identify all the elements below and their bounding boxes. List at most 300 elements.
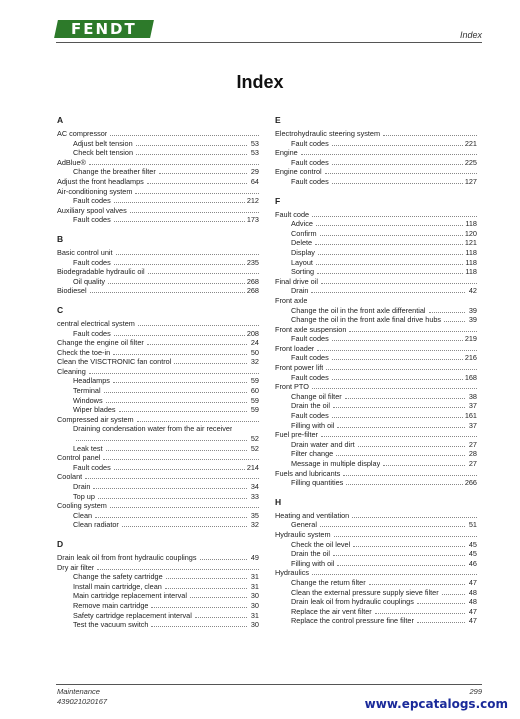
index-entry-text: Change the return filter [291, 577, 366, 587]
index-entry-text: Air-conditioning system [57, 186, 133, 196]
index-entry-text: Main cartridge replacement interval [73, 591, 187, 601]
index-page-number: 32 [250, 357, 259, 367]
index-entry-text: Electrohydraulic steering system [275, 129, 381, 138]
leader-dots [76, 440, 247, 441]
index-entry-text: Fault codes [73, 328, 111, 338]
leader-dots [114, 335, 245, 336]
index-entry-text: Filter change [291, 449, 334, 459]
index-subentry[interactable] [57, 520, 259, 530]
index-entry-text: Delete [291, 238, 313, 248]
leader-dots [417, 622, 465, 623]
index-page-number: 31 [250, 610, 259, 620]
index-page-number: 24 [250, 338, 259, 348]
index-entry-text: Windows [73, 395, 103, 405]
index-page-number: 27 [468, 459, 477, 468]
index-entry-text: Fault code [275, 209, 310, 219]
header-divider [56, 42, 482, 43]
index-entry-text: Advice [291, 219, 313, 229]
index-page-number: 268 [246, 286, 259, 296]
index-page-number: 29 [250, 167, 259, 177]
index-entry[interactable] [57, 158, 259, 168]
index-entry[interactable] [275, 382, 477, 392]
index-entry[interactable] [57, 286, 259, 296]
leader-dots [114, 221, 245, 222]
index-entry-text: Compressed air system [57, 414, 134, 424]
index-entry-text: Dry air filter [57, 562, 95, 572]
index-subentry[interactable] [275, 353, 477, 363]
index-entry-text: Front power lift [275, 363, 324, 373]
index-entry-text: Fault codes [291, 157, 329, 167]
leader-dots [332, 340, 463, 341]
index-entry-text: Front PTO [275, 382, 309, 392]
index-subentry[interactable] [275, 306, 477, 316]
leader-dots [325, 173, 477, 174]
index-entry[interactable] [275, 296, 477, 306]
index-entry[interactable] [275, 363, 477, 373]
leader-dots [383, 135, 477, 136]
logo-text: FENDT [71, 20, 137, 38]
leader-dots [106, 450, 247, 451]
index-page-number: 37 [468, 420, 477, 430]
index-subentry[interactable] [275, 540, 477, 550]
leader-dots [383, 465, 465, 466]
index-entry-text: Change the breather filter [73, 167, 156, 177]
leader-dots [332, 417, 463, 418]
leader-dots [98, 498, 247, 499]
index-subentry[interactable] [275, 334, 477, 344]
index-entry[interactable] [275, 325, 477, 335]
index-entry-text: Fault codes [73, 462, 111, 472]
leader-dots [108, 283, 245, 284]
index-entry-text: Fault codes [291, 138, 329, 148]
leader-dots [147, 344, 247, 345]
index-page-number: 59 [250, 395, 259, 405]
index-entry-text: Fault codes [291, 372, 329, 382]
index-entry-text: Cooling system [57, 501, 107, 511]
index-entry-text: Clean [73, 510, 93, 520]
index-page-number: 47 [468, 606, 477, 616]
index-subentry[interactable] [275, 588, 477, 598]
index-entry[interactable] [275, 344, 477, 354]
index-entry-text: Clean the external pressure supply sieve filter [291, 587, 439, 597]
index-subentry[interactable] [275, 177, 477, 187]
index-subentry[interactable] [275, 286, 477, 296]
index-entry-text: Fault codes [73, 215, 111, 225]
index-subentry[interactable] [275, 392, 477, 402]
index-page-number: 51 [468, 520, 477, 530]
index-entry-text: Drain leak oil from hydraulic couplings [291, 597, 414, 607]
index-letter-heading: H [275, 496, 282, 507]
leader-dots [104, 392, 247, 393]
index-column-right [275, 113, 477, 626]
index-subentry[interactable] [275, 459, 477, 469]
index-subentry[interactable] [57, 591, 259, 601]
index-page-number: 33 [250, 491, 259, 501]
leader-dots [136, 154, 247, 155]
index-entry-text: Drain [73, 482, 91, 491]
index-page-number: 30 [250, 591, 259, 601]
index-page-number: 50 [250, 347, 259, 357]
leader-dots [122, 526, 247, 527]
index-entry-text: Front loader [275, 343, 315, 353]
index-entry-text: Coolant [57, 472, 83, 482]
index-entry[interactable] [275, 511, 477, 521]
index-subentry[interactable] [57, 148, 259, 158]
leader-dots [165, 588, 247, 589]
leader-dots [332, 359, 463, 360]
index-entry[interactable] [57, 248, 259, 258]
index-entry-text: Hydraulic system [275, 529, 331, 539]
index-subentry[interactable] [275, 258, 477, 268]
footer-divider [56, 684, 482, 685]
leader-dots [332, 145, 463, 146]
leader-dots [333, 555, 465, 556]
index-page-number: 52 [250, 443, 259, 453]
index-entry-text: AC compressor [57, 129, 108, 138]
leader-dots [116, 254, 259, 255]
index-subentry[interactable] [275, 478, 477, 488]
index-subentry[interactable] [275, 559, 477, 569]
index-subentry[interactable] [57, 463, 259, 473]
index-page-number: 53 [250, 148, 259, 158]
index-subentry[interactable] [57, 139, 259, 149]
index-page-number: 120 [464, 228, 477, 238]
index-page-number: 268 [246, 276, 259, 286]
footer-page-number: 299 [469, 687, 482, 696]
index-entry-text: Clean the VISCTRONIC fan control [57, 357, 172, 367]
index-page-number: 53 [250, 138, 259, 148]
index-page-number: 121 [464, 238, 477, 248]
index-page-number: 219 [464, 334, 477, 344]
leader-dots [336, 455, 465, 456]
leader-dots [114, 469, 245, 470]
index-entry-text: Replace the air vent filter [291, 606, 372, 616]
index-page-number: 32 [250, 520, 259, 530]
leader-dots [174, 363, 247, 364]
leader-dots [312, 388, 477, 389]
leader-dots [85, 478, 259, 479]
footer-doc-number: 439021020167 [57, 697, 108, 706]
index-entry[interactable] [57, 367, 259, 377]
leader-dots [113, 354, 247, 355]
index-subentry[interactable] [275, 158, 477, 168]
index-entry-text: Heating and ventilation [275, 510, 350, 520]
leader-dots [114, 202, 245, 203]
index-page-number: 46 [468, 558, 477, 568]
index-subentry[interactable] [275, 229, 477, 239]
index-page-number: 212 [246, 196, 259, 206]
index-entry[interactable] [275, 148, 477, 158]
index-entry-text: Adjust the front headlamps [57, 176, 144, 186]
index-entry[interactable] [275, 469, 477, 479]
index-entry-text: Filling with oil [291, 558, 335, 568]
index-entry-text: Fuel pre-filter [275, 430, 318, 440]
index-entry-text: Test the vacuum switch [73, 620, 149, 630]
index-entry-text: Change oil filter [291, 391, 342, 401]
leader-dots [130, 212, 259, 213]
index-page-number: 225 [464, 157, 477, 167]
index-page-number: 48 [468, 597, 477, 607]
index-page-number: 59 [250, 376, 259, 386]
index-entry-text: Hydraulics [275, 568, 310, 578]
index-subentry[interactable] [275, 248, 477, 258]
index-subentry[interactable] [57, 329, 259, 339]
index-subentry[interactable] [57, 196, 259, 206]
index-entry[interactable] [57, 187, 259, 197]
index-entry-text: Auxiliary spool valves [57, 205, 127, 215]
index-page-number: 173 [246, 215, 259, 225]
index-page-number: 127 [464, 176, 477, 186]
index-entry[interactable] [57, 129, 259, 139]
index-entry-text: Fuels and lubricants [275, 468, 341, 478]
index-entry-text: Adjust belt tension [73, 138, 133, 148]
leader-dots [444, 321, 465, 322]
index-page-number: 47 [468, 616, 477, 626]
index-entry-text: Control panel [57, 453, 101, 463]
index-entry[interactable] [57, 267, 259, 277]
leader-dots [135, 193, 259, 194]
watermark-link[interactable]: www.epcatalogs.com [364, 697, 508, 711]
index-subentry[interactable] [275, 238, 477, 248]
leader-dots [312, 216, 477, 217]
index-entry-text: Drain the oil [291, 549, 330, 559]
index-subentry[interactable] [57, 424, 259, 434]
index-entry-text: Clean radiator [73, 520, 119, 530]
leader-dots [301, 154, 477, 155]
index-entry-text: Install main cartridge, clean [73, 581, 162, 591]
leader-dots [332, 183, 463, 184]
leader-dots [195, 617, 247, 618]
leader-dots [200, 559, 247, 560]
index-page-number: 37 [468, 401, 477, 411]
index-subentry[interactable] [275, 219, 477, 229]
index-subentry[interactable] [57, 582, 259, 592]
index-section-gap [275, 187, 477, 194]
leader-dots [320, 526, 465, 527]
index-subentry[interactable] [57, 386, 259, 396]
index-page-number: 118 [465, 247, 477, 257]
index-entry-text: Message in multiple display [291, 459, 381, 468]
index-subentry[interactable] [275, 139, 477, 149]
index-entry[interactable] [275, 277, 477, 287]
index-page-number: 45 [468, 539, 477, 549]
index-entry-text: Final drive oil [275, 276, 318, 286]
index-entry-text: Filling with oil [291, 420, 335, 430]
leader-dots [332, 164, 463, 165]
index-entry-text: Fault codes [73, 196, 111, 206]
index-page-number: 52 [250, 434, 259, 444]
index-page-number: 42 [468, 286, 477, 296]
index-entry-text: Replace the control pressure fine filter [291, 616, 414, 626]
index-entry[interactable] [57, 472, 259, 482]
index-subentry[interactable] [57, 376, 259, 386]
index-entry-text: Fault codes [291, 334, 329, 344]
leader-dots [151, 607, 247, 608]
index-entry-text: AdBlue® [57, 157, 86, 167]
leader-dots [138, 325, 259, 326]
index-entry[interactable] [57, 177, 259, 187]
leader-dots [337, 427, 465, 428]
index-entry-text: Cleaning [57, 366, 86, 376]
index-subentry[interactable] [57, 405, 259, 415]
index-entry-text: Wiper blades [73, 405, 116, 415]
index-entry[interactable] [275, 430, 477, 440]
index-subentry[interactable] [57, 482, 259, 492]
leader-dots [110, 507, 259, 508]
index-entry-text: Change the safety cartridge [73, 572, 163, 582]
index-page-number: 214 [246, 462, 259, 472]
leader-dots [317, 273, 463, 274]
index-entry[interactable] [57, 338, 259, 348]
index-subentry[interactable] [275, 549, 477, 559]
index-entry-text: Fault codes [73, 257, 111, 267]
index-entry-text: Basic control unit [57, 247, 113, 257]
index-subentry[interactable] [57, 492, 259, 502]
index-subentry[interactable] [275, 373, 477, 383]
index-page-number: 30 [250, 600, 259, 610]
leader-dots [320, 235, 463, 236]
leader-dots [326, 369, 477, 370]
index-entry[interactable] [57, 563, 259, 573]
index-subentry[interactable] [57, 620, 259, 630]
index-entry[interactable] [275, 210, 477, 220]
index-subentry[interactable] [57, 611, 259, 621]
index-subentry[interactable] [57, 601, 259, 611]
leader-dots [345, 398, 465, 399]
footer-info [57, 687, 107, 707]
index-subentry[interactable] [57, 167, 259, 177]
index-page-number: 60 [250, 386, 259, 396]
index-entry-text: Terminal [73, 386, 101, 396]
leader-dots [315, 244, 463, 245]
leader-dots [417, 603, 465, 604]
index-subentry[interactable] [275, 520, 477, 530]
index-subentry[interactable] [275, 401, 477, 411]
leader-dots [321, 436, 477, 437]
index-subentry[interactable] [275, 315, 477, 325]
leader-dots [137, 421, 259, 422]
index-entry[interactable] [57, 501, 259, 511]
leader-dots [333, 407, 465, 408]
leader-dots [349, 331, 477, 332]
index-entry-text: Drain leak oil from front hydraulic couplings [57, 552, 197, 562]
leader-dots [147, 183, 247, 184]
index-entry-text: Fault codes [291, 411, 329, 421]
leader-dots [311, 292, 465, 293]
index-entry-text: Change the engine oil filter [57, 338, 144, 348]
leader-dots [429, 312, 465, 313]
leader-dots [110, 135, 259, 136]
index-entry-text: Drain the oil [291, 401, 330, 411]
leader-dots [97, 569, 259, 570]
footer-section: Maintenance [57, 687, 100, 696]
leader-dots [316, 264, 463, 265]
index-page-number: 47 [468, 577, 477, 587]
index-subentry[interactable] [275, 607, 477, 617]
index-subentry[interactable] [275, 421, 477, 431]
index-subentry[interactable] [57, 277, 259, 287]
index-page-number: 39 [468, 305, 477, 315]
index-entry-text: Safety cartridge replacement interval [73, 610, 192, 620]
leader-dots [159, 173, 247, 174]
index-subentry[interactable] [57, 396, 259, 406]
leader-dots [136, 145, 247, 146]
index-subentry[interactable] [275, 449, 477, 459]
index-entry-text: Sorting [291, 267, 315, 277]
leader-dots [337, 565, 465, 566]
leader-dots [442, 594, 465, 595]
index-entry-text: central electrical system [57, 318, 135, 328]
index-subentry[interactable] [57, 434, 259, 444]
index-subentry[interactable] [57, 572, 259, 582]
index-entry[interactable] [275, 568, 477, 578]
index-subentry[interactable] [275, 440, 477, 450]
index-subentry[interactable] [57, 511, 259, 521]
index-entry[interactable] [57, 348, 259, 358]
index-entry[interactable] [275, 129, 477, 139]
index-entry-text: Draining condensation water from the air receiver [73, 424, 233, 434]
index-page-number: 27 [468, 439, 477, 449]
leader-dots [95, 517, 247, 518]
index-entry[interactable] [57, 553, 259, 563]
index-entry-text: Engine [275, 148, 298, 158]
index-entry-text: Check the oil level [291, 539, 351, 549]
index-page-number: 38 [468, 391, 477, 401]
index-entry-text: Drain water and dirt [291, 439, 355, 449]
index-subentry[interactable] [275, 597, 477, 607]
index-subentry[interactable] [275, 616, 477, 626]
index-subentry[interactable] [57, 444, 259, 454]
index-entry[interactable] [57, 206, 259, 216]
leader-dots [358, 446, 465, 447]
index-entry[interactable] [57, 357, 259, 367]
fendt-logo [54, 20, 154, 38]
index-entry-text: Biodiesel [57, 286, 87, 296]
index-letter-heading: B [57, 233, 64, 244]
leader-dots [113, 382, 247, 383]
leader-dots [90, 292, 245, 293]
index-entry-text: Display [291, 247, 315, 257]
index-entry[interactable] [275, 530, 477, 540]
index-entry-text: Front axle [275, 295, 308, 305]
leader-dots [89, 373, 259, 374]
index-entry-text: Change the oil in the front axle final drive hubs [291, 315, 442, 325]
index-page-number: 161 [464, 411, 477, 421]
index-section-gap [275, 488, 477, 495]
index-subentry[interactable] [275, 578, 477, 588]
index-page-number: 221 [464, 138, 477, 148]
index-entry[interactable] [57, 453, 259, 463]
index-entry-text: Top up [73, 491, 95, 501]
index-entry[interactable] [275, 167, 477, 177]
index-page-number: 208 [246, 328, 259, 338]
index-entry[interactable] [57, 319, 259, 329]
index-entry-text: Layout [291, 257, 313, 267]
index-section-gap [57, 225, 259, 232]
index-subentry[interactable] [57, 215, 259, 225]
index-subentry[interactable] [275, 267, 477, 277]
leader-dots [318, 254, 463, 255]
index-page-number: 266 [464, 478, 477, 488]
index-subentry[interactable] [275, 411, 477, 421]
index-page-number: 45 [468, 549, 477, 559]
index-entry-text: Front axle suspension [275, 324, 347, 334]
index-entry[interactable] [57, 415, 259, 425]
index-subentry[interactable] [57, 258, 259, 268]
leader-dots [148, 273, 259, 274]
index-letter-heading: A [57, 115, 64, 125]
index-entry-text: Confirm [291, 228, 317, 238]
